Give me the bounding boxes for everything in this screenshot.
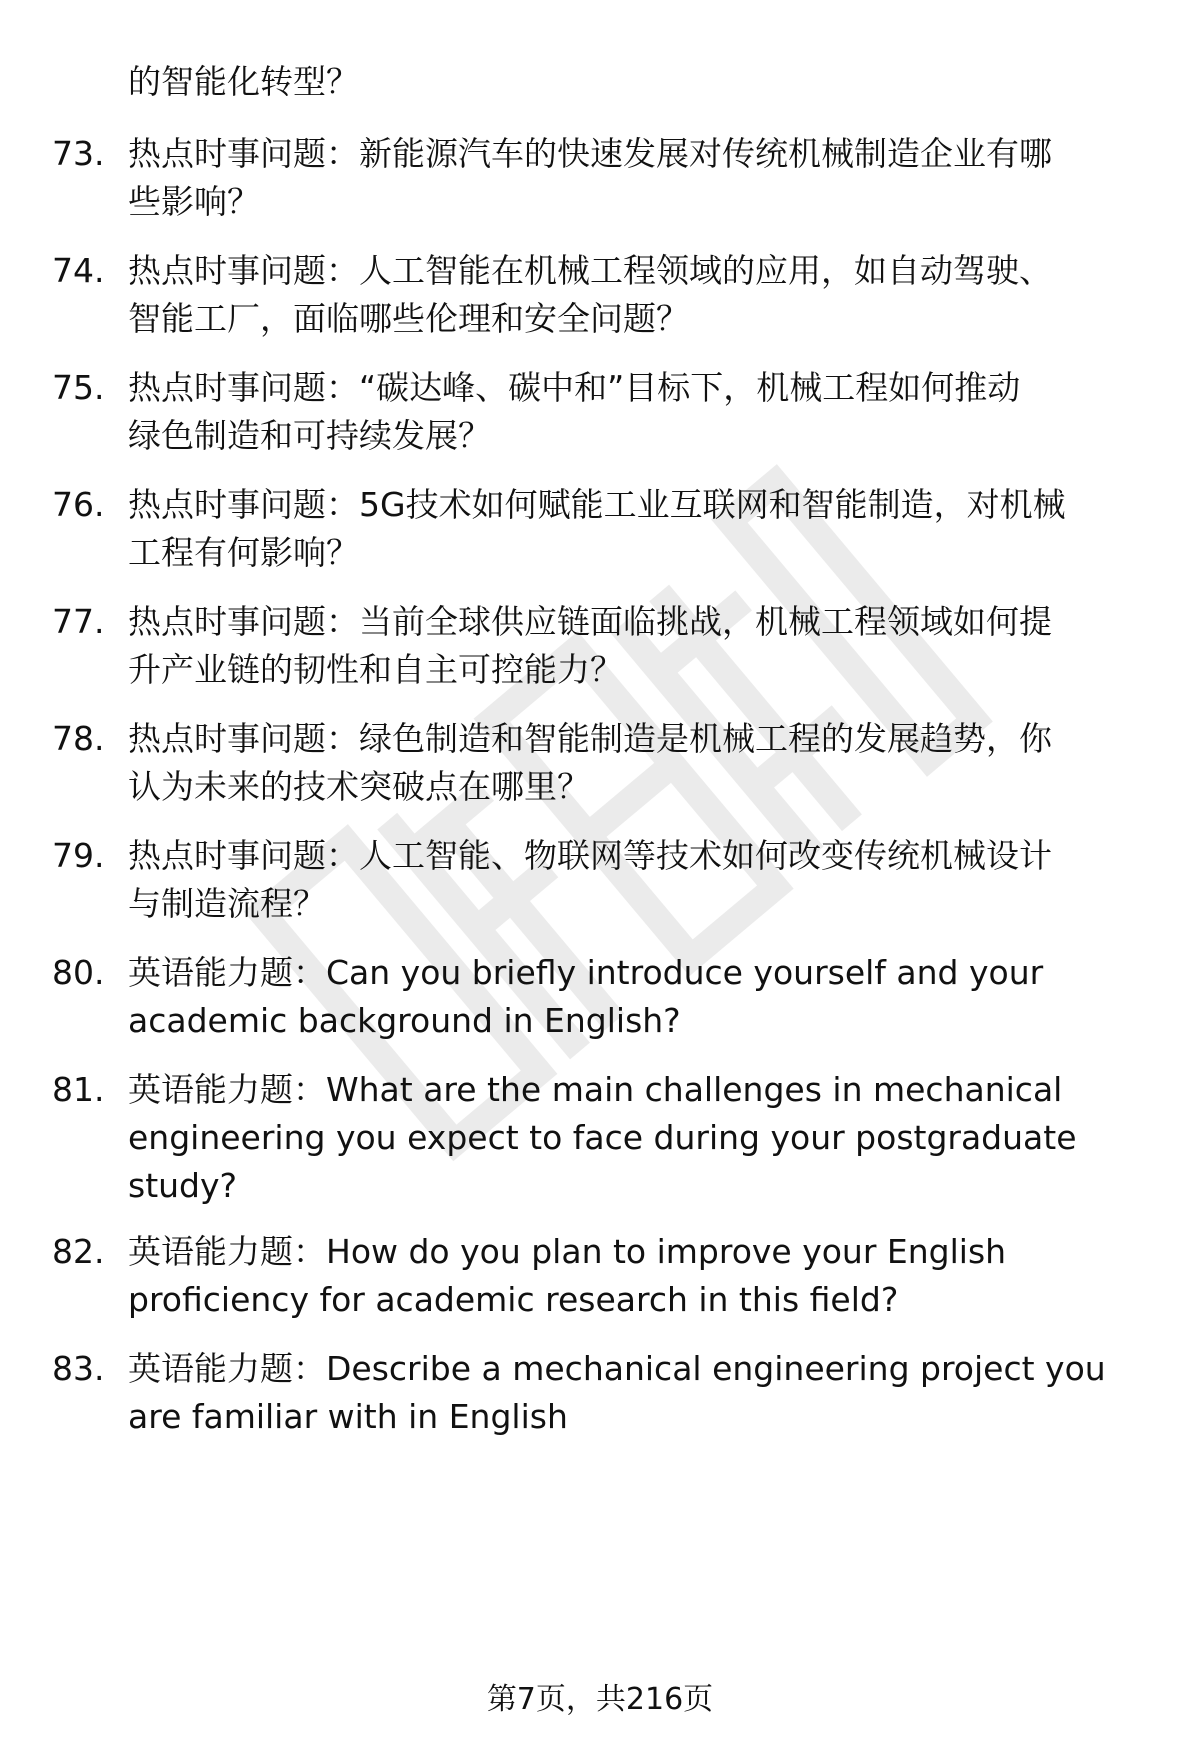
question-line: 热点时事问题：新能源汽车的快速发展对传统机械制造企业有哪: [128, 134, 1052, 173]
question-line: 些影响？: [128, 182, 260, 221]
question-line: 热点时事问题：当前全球供应链面临挑战，机械工程领域如何提: [128, 602, 1052, 641]
question-number: 82.: [52, 1232, 105, 1271]
continued-question-text: 的智能化转型？: [128, 62, 359, 101]
question-text: [128, 832, 1158, 928]
question-line: 认为未来的技术突破点在哪里？: [128, 767, 590, 806]
question-line: 英语能力题：Can you briefly introduce yourself and your: [128, 953, 1044, 992]
question-text: [128, 949, 1158, 1045]
question-line: 英语能力题：What are the main challenges in mechanical: [128, 1070, 1063, 1109]
question-line: proficiency for academic research in this field?: [128, 1280, 899, 1319]
question-text: [128, 247, 1158, 343]
question-line: academic background in English?: [128, 1001, 681, 1040]
question-number: 75.: [52, 368, 105, 407]
question-line: 热点时事问题：绿色制造和智能制造是机械工程的发展趋势，你: [128, 719, 1052, 758]
question-number: 78.: [52, 719, 105, 758]
question-line: 热点时事问题：5G技术如何赋能工业互联网和智能制造，对机械: [128, 485, 1066, 524]
question-text: [128, 481, 1158, 577]
question-number: 73.: [52, 134, 105, 173]
question-line: study?: [128, 1166, 238, 1205]
question-line: 热点时事问题：人工智能、物联网等技术如何改变传统机械设计: [128, 836, 1052, 875]
question-number: 80.: [52, 953, 105, 992]
question-line: 热点时事问题：“碳达峰、碳中和”目标下，机械工程如何推动: [128, 368, 1021, 407]
question-line: 升产业链的韧性和自主可控能力？: [128, 650, 623, 689]
question-line: 英语能力题：How do you plan to improve your English: [128, 1232, 1007, 1271]
question-number: 79.: [52, 836, 105, 875]
question-line: engineering you expect to face during your postgraduate: [128, 1118, 1077, 1157]
question-text: [128, 130, 1158, 226]
question-text: [128, 1345, 1158, 1441]
question-text: [128, 598, 1158, 694]
question-line: 绿色制造和可持续发展？: [128, 416, 491, 455]
question-number: 81.: [52, 1070, 105, 1109]
question-line: 热点时事问题：人工智能在机械工程领域的应用，如自动驾驶、: [128, 251, 1052, 290]
question-text: [128, 715, 1158, 811]
question-line: are familiar with in English: [128, 1397, 568, 1436]
question-line: 英语能力题：Describe a mechanical engineering project you: [128, 1349, 1106, 1388]
page-footer: 第7页，共216页: [486, 1682, 714, 1717]
question-number: 74.: [52, 251, 105, 290]
question-line: 与制造流程？: [128, 884, 326, 923]
question-number: 76.: [52, 485, 105, 524]
question-text: [128, 364, 1158, 460]
question-number: 77.: [52, 602, 105, 641]
question-number: 83.: [52, 1349, 105, 1388]
question-text: [128, 1228, 1158, 1324]
question-line: 智能工厂，面临哪些伦理和安全问题？: [128, 299, 689, 338]
question-text: [128, 1066, 1158, 1210]
question-line: 工程有何影响？: [128, 533, 359, 572]
